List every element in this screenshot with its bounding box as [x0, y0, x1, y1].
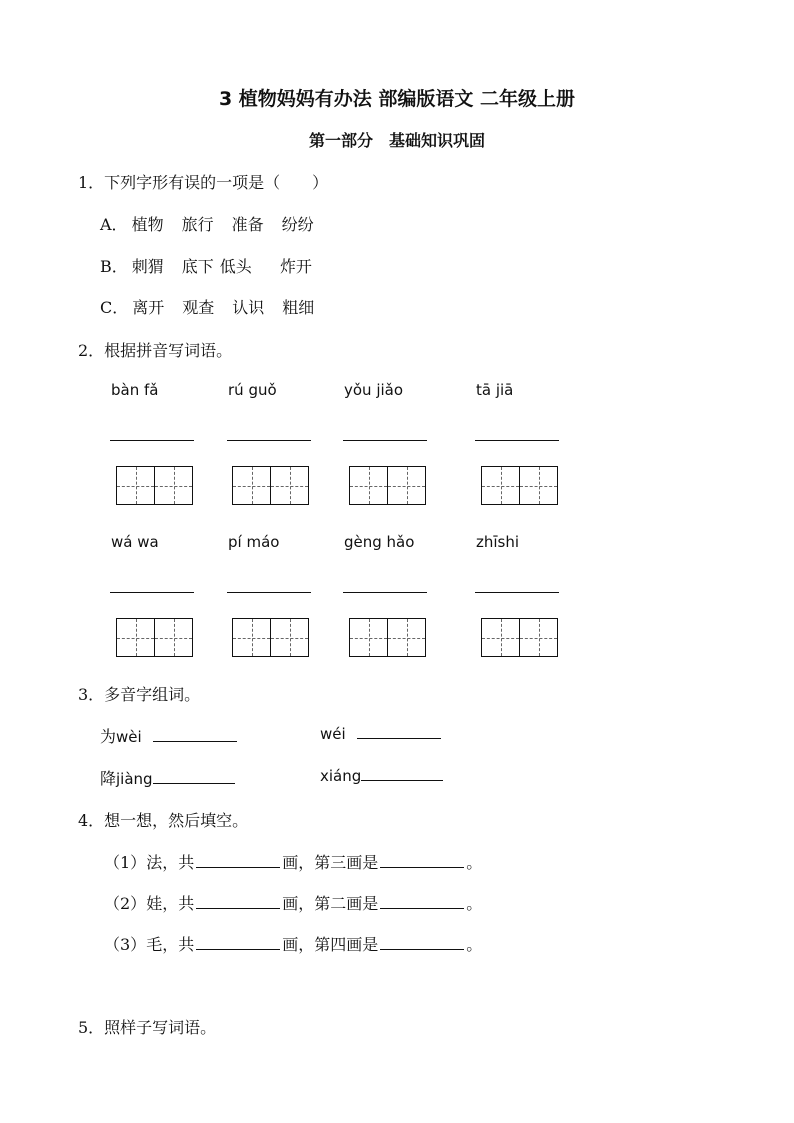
- answer-line[interactable]: [196, 935, 280, 950]
- item-text: ，共: [162, 894, 195, 913]
- pinyin-label: yǒu jiǎo: [344, 381, 404, 399]
- polyphone-char: 为: [100, 727, 117, 746]
- answer-line[interactable]: [196, 894, 280, 909]
- item-text: 。: [466, 935, 483, 954]
- item-char: 毛: [146, 935, 163, 954]
- word: 观查: [182, 298, 215, 317]
- writing-grid[interactable]: [481, 466, 558, 505]
- option-c: [100, 295, 332, 318]
- item-char: 法: [146, 853, 163, 872]
- answer-line[interactable]: [361, 766, 443, 781]
- item-text: 第四画是: [314, 935, 379, 954]
- writing-grid[interactable]: [116, 466, 193, 505]
- writing-grid[interactable]: [349, 466, 426, 505]
- item-text: 第三画是: [314, 853, 379, 872]
- answer-line[interactable]: [343, 592, 427, 593]
- answer-line[interactable]: [357, 724, 441, 739]
- item-text: ，共: [162, 853, 195, 872]
- option-a: [100, 212, 332, 235]
- section-title: 第一部分 基础知识巩固: [308, 131, 485, 150]
- page-title: 3 植物妈妈有办法 部编版语文 二年级上册: [218, 88, 576, 110]
- item-number: （2）: [104, 894, 147, 913]
- answer-line[interactable]: [227, 440, 311, 441]
- answer-line[interactable]: [227, 592, 311, 593]
- answer-line[interactable]: [380, 935, 464, 950]
- answer-line[interactable]: [475, 440, 559, 441]
- item-text: 第二画是: [314, 894, 379, 913]
- word: 粗细: [282, 298, 315, 317]
- option-label: B．: [100, 257, 128, 276]
- answer-line[interactable]: [380, 853, 464, 868]
- pinyin-label: gèng hǎo: [344, 533, 415, 551]
- polyphone-char: 降: [100, 769, 117, 788]
- answer-line[interactable]: [110, 592, 194, 593]
- word: 准备: [231, 215, 264, 234]
- pinyin-label: pí máo: [228, 533, 280, 551]
- polyphone-item: [100, 766, 235, 789]
- pinyin-label: jiàng: [116, 770, 153, 788]
- pinyin-label: wèi: [116, 728, 142, 746]
- answer-line[interactable]: [153, 769, 235, 784]
- stroke-item: [104, 891, 482, 914]
- question-3: 3．多音字组词。: [78, 685, 201, 704]
- word: 刺猬: [131, 257, 164, 276]
- word: 离开: [132, 298, 165, 317]
- writing-grid[interactable]: [349, 618, 426, 657]
- stroke-item: [104, 850, 482, 873]
- writing-grid[interactable]: [116, 618, 193, 657]
- question-2: 2．根据拼音写词语。: [78, 341, 233, 360]
- word: 认识: [232, 298, 265, 317]
- word: 植物: [131, 215, 164, 234]
- word: 底下: [181, 257, 214, 276]
- option-label: C．: [100, 298, 129, 317]
- answer-line[interactable]: [380, 894, 464, 909]
- writing-grid[interactable]: [481, 618, 558, 657]
- pinyin-label: tā jiā: [476, 381, 514, 399]
- word: 炸开: [279, 257, 312, 276]
- pinyin-label: wéi: [320, 725, 346, 743]
- item-text: 画，: [282, 894, 315, 913]
- question-1: 1．下列字形有误的一项是（ ）: [78, 173, 329, 192]
- word: 纷纷: [281, 215, 314, 234]
- item-text: 画，: [282, 853, 315, 872]
- item-char: 娃: [146, 894, 163, 913]
- pinyin-label: xiáng: [320, 767, 362, 785]
- pinyin-label: rú guǒ: [228, 381, 277, 399]
- polyphone-item: [320, 766, 443, 785]
- pinyin-label: bàn fǎ: [111, 381, 159, 399]
- answer-line[interactable]: [110, 440, 194, 441]
- answer-line[interactable]: [153, 727, 237, 742]
- option-b: [100, 254, 330, 277]
- item-text: 。: [466, 894, 483, 913]
- word: 旅行: [181, 215, 214, 234]
- answer-line[interactable]: [196, 853, 280, 868]
- polyphone-item: [100, 724, 237, 747]
- item-text: 。: [466, 853, 483, 872]
- item-text: 画，: [282, 935, 315, 954]
- question-5: 5．照样子写词语。: [78, 1018, 217, 1037]
- pinyin-label: zhīshi: [476, 533, 520, 551]
- item-number: （1）: [104, 853, 147, 872]
- option-label: A．: [100, 215, 128, 234]
- answer-line[interactable]: [475, 592, 559, 593]
- writing-grid[interactable]: [232, 618, 309, 657]
- stroke-item: [104, 932, 482, 955]
- pinyin-label: wá wa: [111, 533, 159, 551]
- item-number: （3）: [104, 935, 147, 954]
- answer-line[interactable]: [343, 440, 427, 441]
- writing-grid[interactable]: [232, 466, 309, 505]
- polyphone-item: [320, 724, 441, 743]
- item-text: ，共: [162, 935, 195, 954]
- word: 低头: [219, 257, 252, 276]
- question-4: 4．想一想，然后填空。: [78, 811, 249, 830]
